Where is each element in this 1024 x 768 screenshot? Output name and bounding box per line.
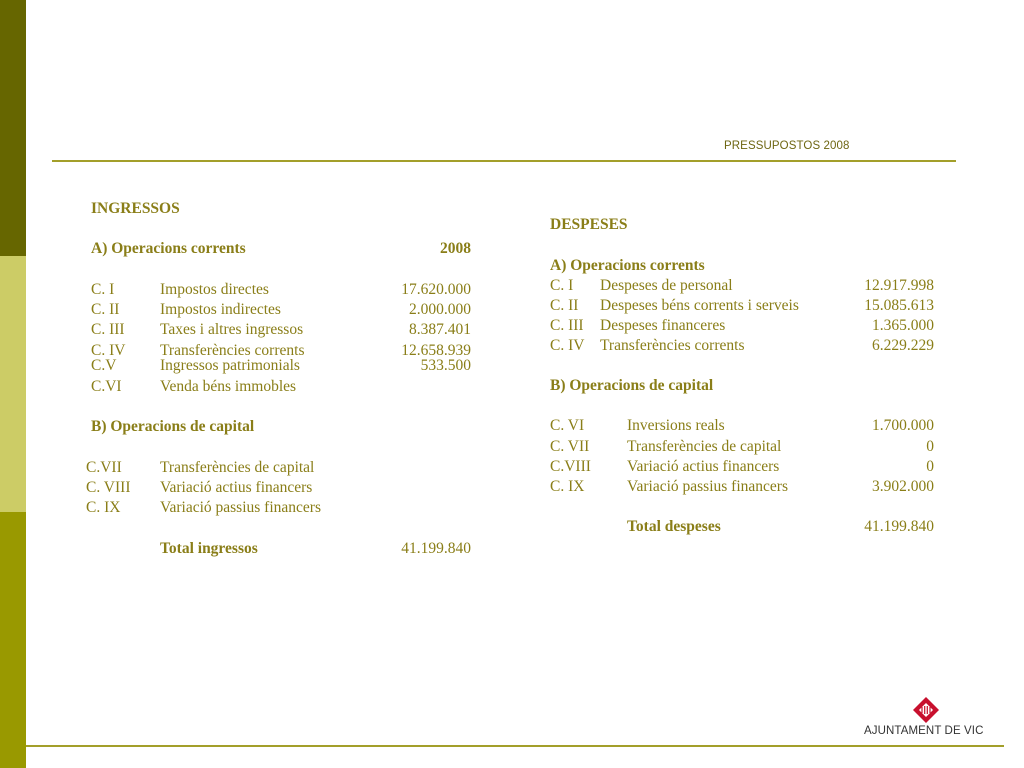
ingressos-total-value: 41.199.840 [401, 540, 471, 557]
ingressos-label: Venda béns immobles [160, 378, 297, 395]
ingressos-value: 12.658.939 [401, 342, 471, 359]
despeses-value: 1.365.000 [872, 317, 934, 334]
ingressos-label: Impostos directes [160, 281, 269, 298]
despeses-value: 0 [926, 458, 934, 475]
ingressos-label: Transferències corrents [160, 342, 305, 359]
ingressos-label: Transferències de capital [160, 459, 315, 476]
ingressos-label: Variació passius financers [160, 499, 321, 516]
despeses-label: Despeses financeres [600, 317, 726, 334]
despeses-section-a-heading: A) Operacions corrents [550, 257, 705, 274]
despeses-value: 12.917.998 [864, 277, 934, 294]
ingressos-label: Taxes i altres ingressos [160, 321, 304, 338]
despeses-code: C. VII [550, 438, 590, 455]
despeses-code: C. II [550, 297, 579, 314]
despeses-label: Despeses de personal [600, 277, 733, 294]
despeses-code: C.VIII [550, 458, 591, 475]
ingressos-code: C.V [91, 357, 117, 374]
ingressos-label: Ingressos patrimonials [160, 357, 300, 374]
footer-divider [26, 745, 1004, 747]
despeses-code: C. VI [550, 417, 585, 434]
despeses-label: Despeses béns corrents i serveis [600, 297, 799, 314]
sidebar-stripe-olive [0, 512, 26, 768]
sidebar-stripe-light [0, 256, 26, 512]
despeses-value: 0 [926, 438, 934, 455]
sidebar-stripe-dark [0, 0, 26, 256]
despeses-value: 6.229.229 [872, 337, 934, 354]
despeses-label: Transferències corrents [600, 337, 745, 354]
ingressos-code: C. I [91, 281, 115, 298]
despeses-label: Variació passius financers [627, 478, 788, 495]
despeses-total-value: 41.199.840 [864, 518, 934, 535]
despeses-label: Variació actius financers [627, 458, 780, 475]
ingressos-section-a-heading: A) Operacions corrents [91, 240, 246, 257]
despeses-value: 15.085.613 [864, 297, 934, 314]
page-header-title: PRESSUPOSTOS 2008 [724, 140, 850, 152]
ingressos-value: 17.620.000 [401, 281, 471, 298]
despeses-code: C. I [550, 277, 574, 294]
ingressos-year: 2008 [440, 240, 471, 257]
ingressos-value: 8.387.401 [409, 321, 471, 338]
ingressos-total-label: Total ingressos [160, 540, 258, 557]
despeses-label: Inversions reals [627, 417, 725, 434]
despeses-value: 3.902.000 [872, 478, 934, 495]
ingressos-title: INGRESSOS [91, 200, 180, 217]
despeses-code: C. IV [550, 337, 585, 354]
despeses-code: C. IX [550, 478, 585, 495]
ingressos-code: C. III [91, 321, 125, 338]
ingressos-section-b-heading: B) Operacions de capital [91, 418, 255, 435]
header-divider [52, 160, 956, 162]
ingressos-code: C. II [91, 301, 120, 318]
ingressos-label: Variació actius financers [160, 479, 313, 496]
despeses-value: 1.700.000 [872, 417, 934, 434]
organization-name: AJUNTAMENT DE VIC [864, 725, 984, 737]
ingressos-value: 2.000.000 [409, 301, 471, 318]
ingressos-label: Impostos indirectes [160, 301, 281, 318]
ingressos-value: 533.500 [420, 357, 471, 374]
ingressos-code: C. VIII [86, 479, 131, 496]
ingressos-code: C. IX [86, 499, 121, 516]
ajuntament-de-vic-logo-icon [913, 697, 939, 723]
despeses-title: DESPESES [550, 216, 628, 233]
despeses-section-b-heading: B) Operacions de capital [550, 377, 714, 394]
ingressos-code: C.VI [91, 378, 122, 395]
despeses-label: Transferències de capital [627, 438, 782, 455]
ingressos-code: C. IV [91, 342, 126, 359]
despeses-total-label: Total despeses [627, 518, 721, 535]
despeses-code: C. III [550, 317, 584, 334]
ingressos-code: C.VII [86, 459, 122, 476]
